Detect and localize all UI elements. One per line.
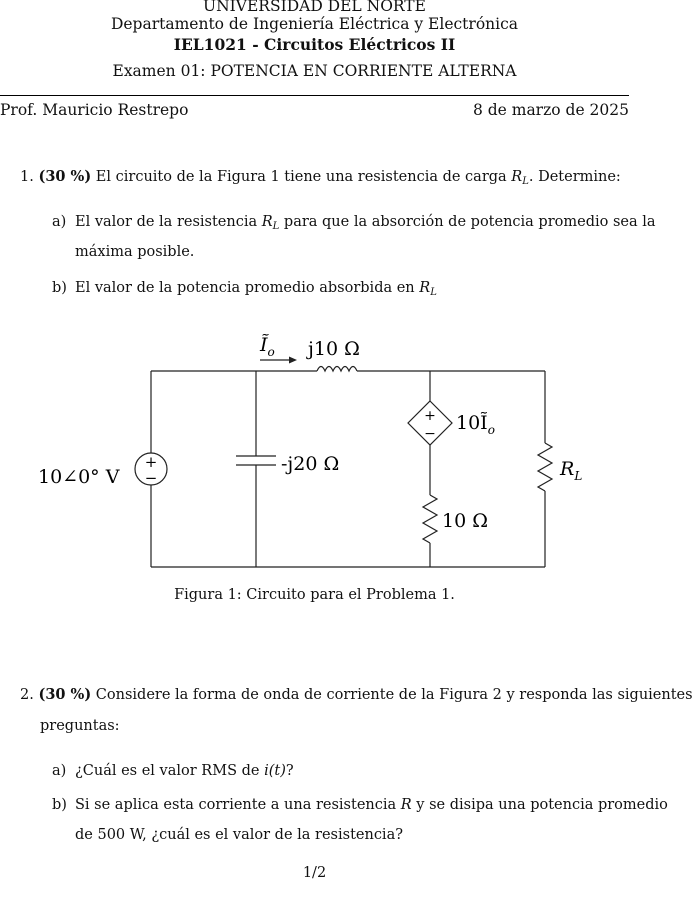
figure-1-caption: Figura 1: Circuito para el Problema 1. xyxy=(174,587,455,603)
source-label: 10∠0° V xyxy=(38,466,120,488)
resistor-10-zigzag xyxy=(423,495,437,543)
problem-2-line1: 2. (30 %) Considere la forma de onda de corriente de la Figura 2 y responda las siguientes xyxy=(20,686,693,703)
dep-source-minus-sign: − xyxy=(424,426,436,442)
department-name: Departamento de Ingeniería Eléctrica y Electrónica xyxy=(110,15,519,33)
item-1a-line1: El valor de la resistencia $R_L$ para que la absorción de potencia promedio sea la xyxy=(75,214,656,232)
inductor-label: j10 Ω xyxy=(308,338,360,360)
problem-1-text-end: . Determine: xyxy=(528,169,621,185)
problem-1-weight: (30 %) xyxy=(38,168,92,185)
university-name: UNIVERSIDAD DEL NORTE xyxy=(203,0,426,15)
current-label: $Ĩ_o$ xyxy=(260,334,275,359)
load-zigzag xyxy=(538,443,552,491)
item-2a-label: a) xyxy=(52,763,67,779)
problem-1-statement xyxy=(20,168,621,185)
item-2b-label: b) xyxy=(52,797,67,813)
inductor-coil xyxy=(317,367,357,372)
page-number: 1/2 xyxy=(302,865,327,881)
item-1a-label: a) xyxy=(52,214,67,230)
resistor-label: 10 Ω xyxy=(442,510,488,532)
item-1b-label: b) xyxy=(52,280,67,296)
source-plus-sign: + xyxy=(144,453,158,471)
professor-name: Prof. Mauricio Restrepo xyxy=(0,101,189,119)
header-rule xyxy=(0,95,629,96)
item-1a-line2: máxima posible. xyxy=(75,244,195,260)
item-2b-line1: Si se aplica esta corriente a una resistencia R y se disipa una potencia promedio xyxy=(75,797,668,813)
problem-1-text: El circuito de la Figura 1 tiene una resistencia de carga xyxy=(95,169,507,185)
item-2b-line2: de 500 W, ¿cuál es el valor de la resistencia? xyxy=(75,827,403,843)
course-title: IEL1021 - Circuitos Eléctricos II xyxy=(173,35,456,54)
problem-1-number: 1. xyxy=(20,169,34,185)
dep-source-plus-sign: + xyxy=(424,408,436,424)
exam-title: Examen 01: POTENCIA EN CORRIENTE ALTERNA xyxy=(112,62,517,80)
source-minus-sign: − xyxy=(144,469,158,487)
exam-date: 8 de marzo de 2025 xyxy=(472,101,629,119)
capacitor-label: -j20 Ω xyxy=(281,453,340,475)
circuit-diagram xyxy=(0,325,629,595)
dep-source-label: $10Ĩ_o$ xyxy=(456,412,495,437)
load-label: $R_L$ xyxy=(560,458,583,483)
load-var: $R_L$ xyxy=(511,169,529,187)
item-2a-text: ¿Cuál es el valor RMS de i(t)? xyxy=(75,763,294,779)
current-arrow-head xyxy=(289,357,297,364)
item-1b-text: El valor de la potencia promedio absorbida en $R_L$ xyxy=(75,280,437,298)
problem-2-line2: preguntas: xyxy=(40,718,120,734)
